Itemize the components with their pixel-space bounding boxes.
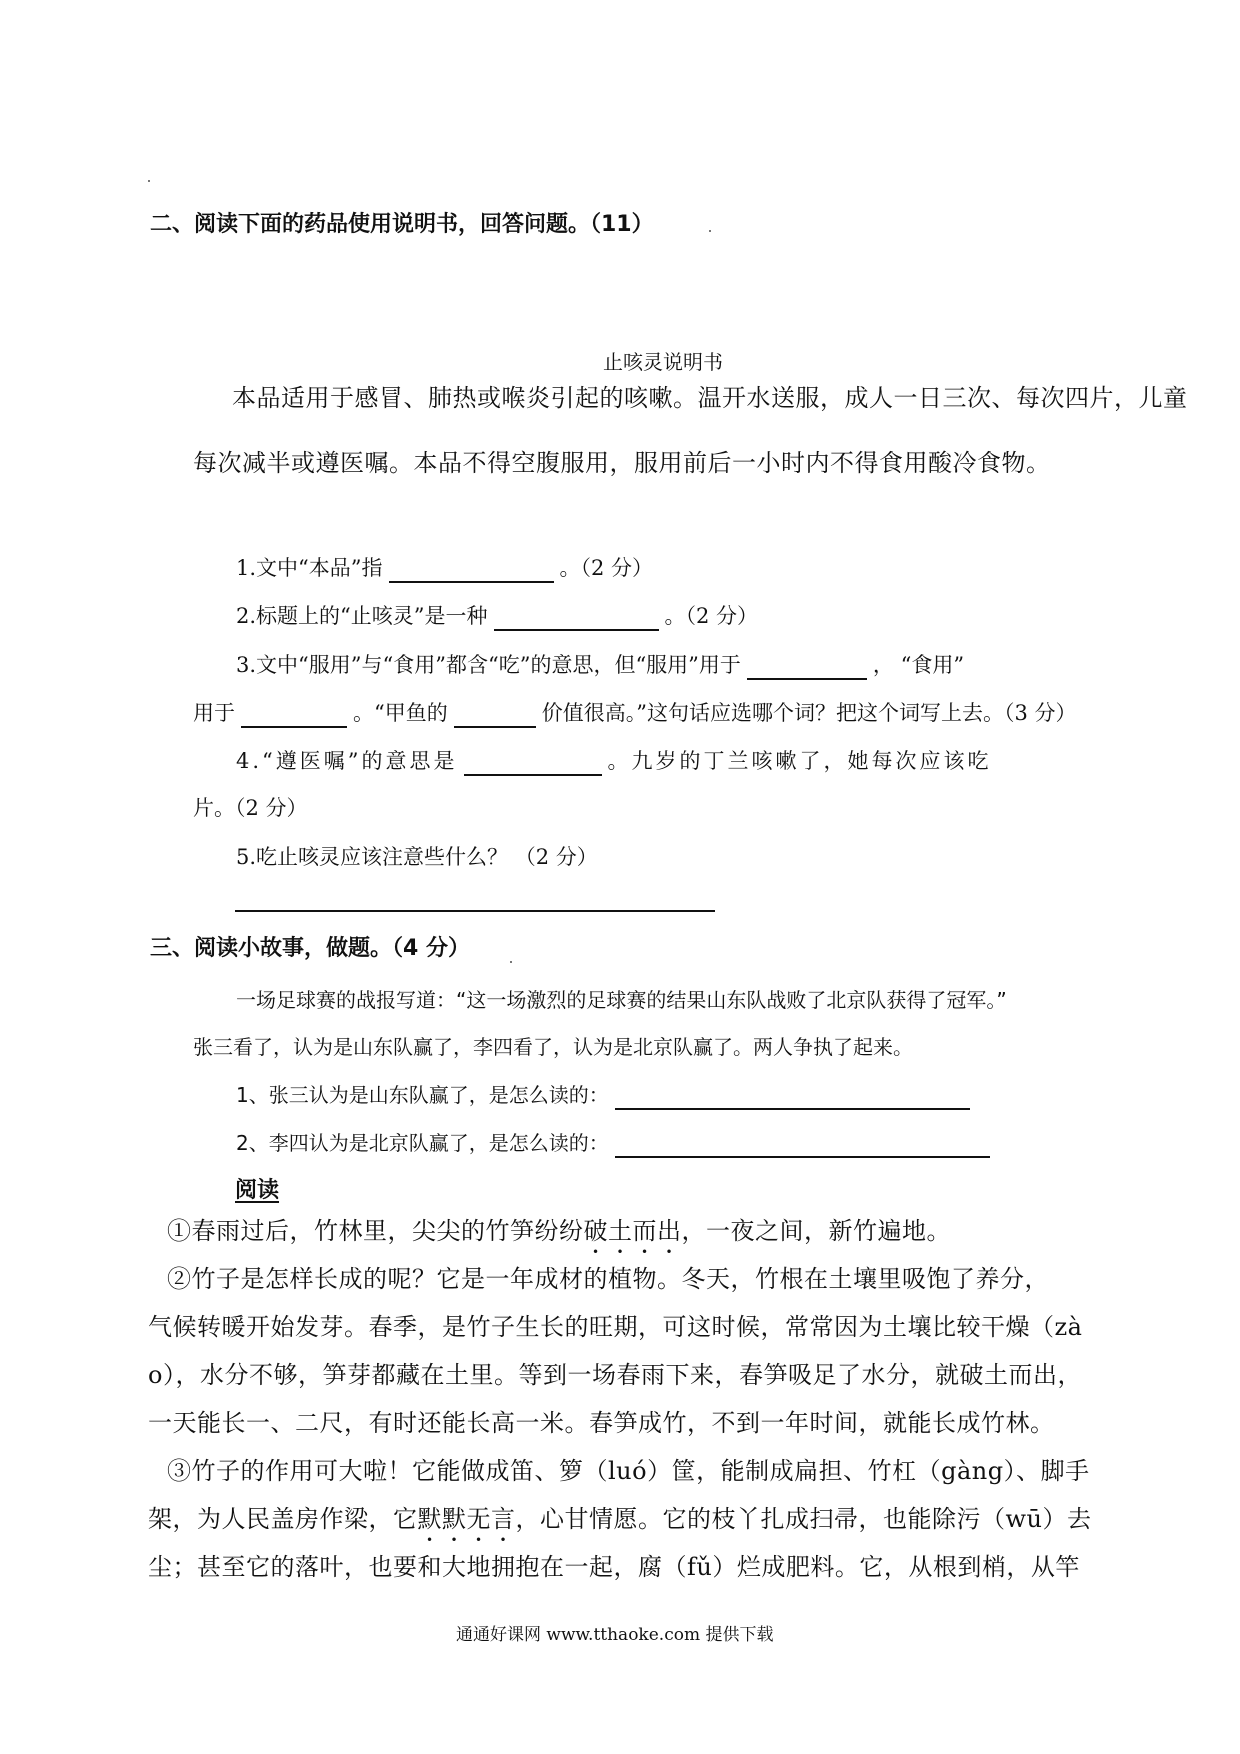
story-question-1: [236, 1080, 976, 1110]
dotted-phrase: 默默无言: [417, 1505, 516, 1533]
question-5: 5.吃止咳灵应该注意些什么？ （2 分）: [236, 845, 598, 869]
dotted-phrase: 破土而出: [583, 1217, 682, 1245]
question-3-text: 价值很高。”这句话应选哪个词？把这个词写上去。（3 分）: [541, 701, 1077, 725]
passage-para-2-line-3: o），水分不够，笋芽都藏在土里。等到一场春雨下来，春笋吸足了水分，就破土而出，: [148, 1361, 1082, 1389]
question-4-text: 4.“遵医嘱”的意思是: [236, 749, 458, 773]
question-4-line-2: 片。（2 分）: [193, 796, 308, 820]
doc-body-line-2: 每次减半或遵医嘱。本品不得空腹服用，服用前后一小时内不得食用酸冷食物。: [193, 449, 1051, 477]
passage-para-3-line-3: 尘；甚至它的落叶，也要和大地拥抱在一起，腐（fǔ）烂成肥料。它，从根到梢，从竿: [148, 1553, 1080, 1581]
answer-blank[interactable]: [241, 704, 347, 728]
passage-para-3-line-2: [148, 1504, 1092, 1547]
passage-para-3-line-1: ③竹子的作用可大啦！它能做成笛、箩（luó）筐，能制成扁担、竹杠（gàng）、脚手: [167, 1457, 1090, 1485]
reading-title: 阅读: [235, 1178, 280, 1203]
passage-text: ，一夜之间，新竹遍地。: [681, 1217, 951, 1245]
passage-text: 架，为人民盖房作梁，它: [148, 1505, 418, 1533]
section2-heading: 二、阅读下面的药品使用说明书，回答问题。（11）: [150, 212, 654, 237]
passage-text: ，心甘情愿。它的枝丫扎成扫帚，也能除污（wū）去: [515, 1505, 1092, 1533]
story-question-1-text: 1、张三认为是山东队赢了，是怎么读的：: [236, 1083, 609, 1107]
question-1-text: 1.文中“本品”指: [236, 556, 383, 580]
scan-speck: [148, 180, 150, 182]
scan-speck: [709, 230, 711, 232]
question-3-text: 3.文中“服用”与“食用”都含“吃”的意思，但“服用”用于: [236, 653, 741, 677]
question-4-text: 。九岁的丁兰咳嗽了，她每次应该吃: [607, 749, 992, 773]
answer-blank[interactable]: [615, 1134, 990, 1158]
question-2-score: 。（2 分）: [664, 604, 759, 628]
question-3-line-2: [193, 698, 1077, 728]
doc-title: 止咳灵说明书: [603, 350, 723, 374]
page-footer: 通通好课网 www.tthaoke.com 提供下载: [456, 1625, 774, 1645]
section3-heading: 三、阅读小故事，做题。（4 分）: [150, 936, 470, 961]
story-line-2: 张三看了，认为是山东队赢了，李四看了，认为是北京队赢了。两人争执了起来。: [193, 1035, 913, 1059]
answer-blank[interactable]: [454, 704, 536, 728]
answer-blank[interactable]: [389, 559, 554, 583]
passage-para-2-line-4: 一天能长一、二尺，有时还能长高一米。春笋成竹，不到一年时间，就能长成竹林。: [148, 1409, 1055, 1437]
story-question-2: [236, 1128, 996, 1158]
story-line-1: 一场足球赛的战报写道：“这一场激烈的足球赛的结果山东队战败了北京队获得了冠军。”: [236, 988, 1007, 1012]
question-1: [236, 553, 653, 583]
question-1-score: 。（2 分）: [559, 556, 654, 580]
question-2-text: 2.标题上的“止咳灵”是一种: [236, 604, 488, 628]
answer-blank[interactable]: [747, 656, 867, 680]
question-3-line-1: [236, 650, 964, 680]
answer-blank[interactable]: [615, 1086, 970, 1110]
question-2: [236, 601, 758, 631]
story-question-2-text: 2、李四认为是北京队赢了，是怎么读的：: [236, 1131, 609, 1155]
answer-blank[interactable]: [464, 752, 602, 776]
answer-blank[interactable]: [494, 607, 659, 631]
passage-para-2-line-2: 气候转暖开始发芽。春季，是竹子生长的旺期，可这时候，常常因为土壤比较干燥（zà: [148, 1313, 1083, 1341]
scan-speck: [510, 961, 512, 963]
question-3-text: 用于: [193, 701, 235, 725]
answer-line[interactable]: [235, 910, 715, 912]
question-3-text: ， “食用”: [872, 653, 965, 677]
question-4-line-1: [236, 746, 992, 776]
doc-body-line-1: 本品适用于感冒、肺热或喉炎引起的咳嗽。温开水送服，成人一日三次、每次四片，儿童: [232, 384, 1188, 412]
passage-para-2-line-1: ②竹子是怎样长成的呢？它是一年成材的植物。冬天，竹根在土壤里吸饱了养分，: [167, 1265, 1049, 1293]
passage-text: ①春雨过后，竹林里，尖尖的竹笋纷纷: [167, 1217, 584, 1245]
question-3-text: 。“甲鱼的: [353, 701, 448, 725]
passage-para-1: [167, 1216, 951, 1259]
